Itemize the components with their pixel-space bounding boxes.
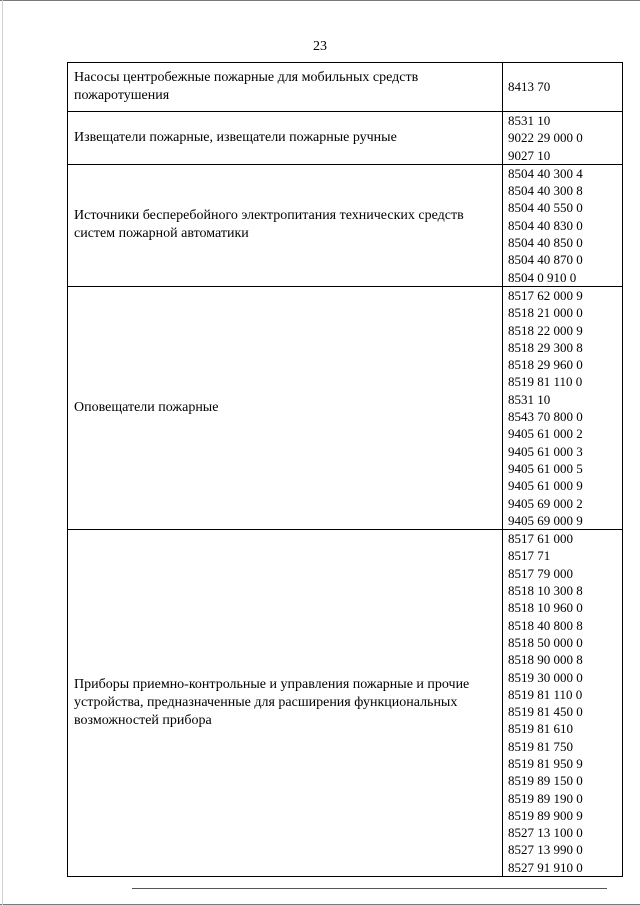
tn-ved-code: 8519 81 610 <box>508 721 573 737</box>
tn-ved-code: 8518 50 000 0 <box>508 634 583 650</box>
tn-ved-code: 9405 61 000 2 <box>508 426 583 442</box>
tn-ved-code: 8527 13 990 0 <box>508 842 583 858</box>
tn-ved-code: 8504 40 830 0 <box>508 217 583 233</box>
tn-ved-codes <box>503 530 623 877</box>
tn-ved-code: 9405 61 000 5 <box>508 460 583 476</box>
tn-ved-code: 8504 40 850 0 <box>508 235 583 251</box>
tn-ved-code: 8518 29 300 8 <box>508 339 583 355</box>
tn-ved-code: 8543 70 800 0 <box>508 409 583 425</box>
tn-ved-code: 8517 62 000 9 <box>508 287 583 303</box>
product-description: Источники бесперебойного электропитания технических средств систем пожарной автоматики <box>68 164 503 286</box>
tn-ved-code: 8531 10 <box>508 391 551 407</box>
product-description: Извещатели пожарные, извещатели пожарные ручные <box>68 112 503 165</box>
tn-ved-code: 8518 21 000 0 <box>508 305 583 321</box>
tn-ved-code: 8531 10 <box>508 113 551 128</box>
tn-ved-codes <box>503 63 623 112</box>
tn-ved-code: 8519 89 150 0 <box>508 773 583 789</box>
tn-ved-code: 8517 79 000 <box>508 565 573 581</box>
product-description: Оповещатели пожарные <box>68 286 503 529</box>
tn-ved-code: 9022 29 000 0 <box>508 130 583 146</box>
tn-ved-code: 8518 10 300 8 <box>508 583 583 599</box>
tn-ved-code: 8504 40 300 4 <box>508 165 583 181</box>
tn-ved-code: 8519 81 110 0 <box>508 686 583 702</box>
product-description: Приборы приемно-контрольные и управления пожарные и прочие устройства, предназначенные для расширения функциональных возможностей прибора <box>68 530 503 877</box>
table-row <box>68 112 623 165</box>
tn-ved-code: 9027 10 <box>508 147 551 163</box>
tn-ved-code: 8518 90 000 8 <box>508 652 583 668</box>
tn-ved-code: 8517 71 <box>508 548 551 564</box>
tn-ved-code: 8504 40 300 8 <box>508 183 583 199</box>
tn-ved-codes <box>503 286 623 529</box>
tn-ved-code: 8519 30 000 0 <box>508 669 583 685</box>
page-number: 23 <box>313 39 327 54</box>
tn-ved-code: 9405 61 000 3 <box>508 443 583 459</box>
tn-ved-code: 8519 89 900 9 <box>508 807 583 823</box>
tn-ved-code: 8519 89 190 0 <box>508 790 583 806</box>
codes-table <box>67 62 623 877</box>
tn-ved-code: 8519 81 750 <box>508 738 573 754</box>
table-row <box>68 63 623 112</box>
tn-ved-code: 8518 10 960 0 <box>508 600 583 616</box>
scan-edge-top <box>0 0 640 1</box>
tn-ved-code: 8517 61 000 <box>508 531 573 547</box>
tn-ved-code: 9405 69 000 9 <box>508 512 583 528</box>
tn-ved-code: 8518 22 000 9 <box>508 322 583 338</box>
tn-ved-code: 9405 61 000 9 <box>508 478 583 494</box>
tn-ved-code: 8518 40 800 8 <box>508 617 583 633</box>
tn-ved-code: 9405 69 000 2 <box>508 495 583 511</box>
tn-ved-code: 8518 29 960 0 <box>508 357 583 373</box>
scan-edge-left <box>2 0 3 905</box>
table-row <box>68 530 623 877</box>
tn-ved-codes <box>503 112 623 165</box>
table-row <box>68 286 623 529</box>
tn-ved-code: 8504 0 910 0 <box>508 269 577 285</box>
tn-ved-code: 8519 81 950 9 <box>508 755 583 771</box>
product-description: Насосы центробежные пожарные для мобильных средств пожаротушения <box>68 63 503 112</box>
tn-ved-code: 8519 81 450 0 <box>508 704 583 720</box>
table-row <box>68 164 623 286</box>
tn-ved-code: 8527 13 100 0 <box>508 825 583 841</box>
tn-ved-code: 8519 81 110 0 <box>508 374 583 390</box>
tn-ved-code: 8413 70 <box>508 79 551 95</box>
tn-ved-code: 8527 91 910 0 <box>508 859 583 875</box>
tn-ved-code: 8504 40 870 0 <box>508 252 583 268</box>
tn-ved-codes <box>503 164 623 286</box>
scan-artifact-line <box>132 888 607 889</box>
tn-ved-code: 8504 40 550 0 <box>508 200 583 216</box>
